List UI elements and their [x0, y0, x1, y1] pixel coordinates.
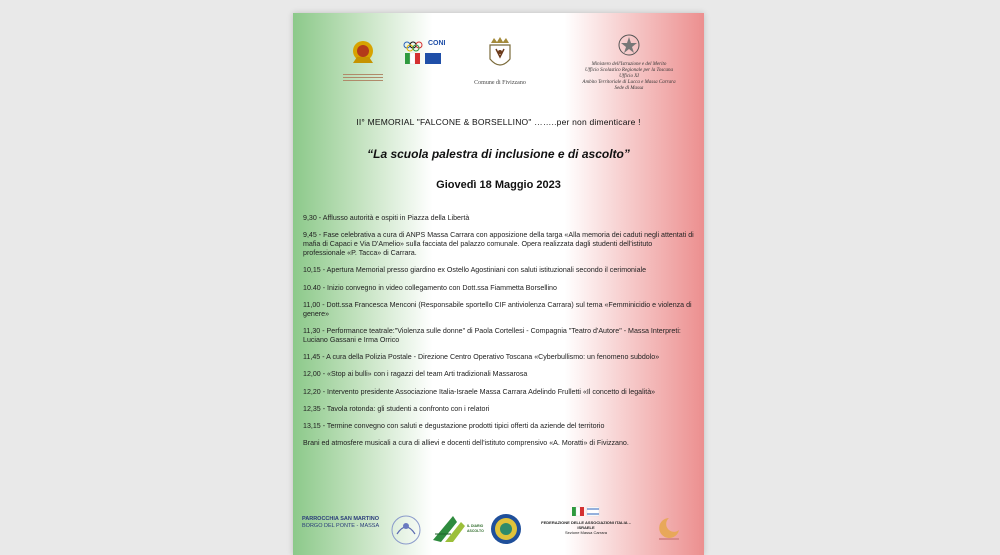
memorial-title: II° MEMORIAL "FALCONE & BORSELLINO" ……..per non dimenticare ! — [356, 117, 641, 127]
program-item: 10.40 - Inizio convegno in video collegamento con Dott.ssa Fiammetta Borsellino — [303, 283, 557, 292]
parrocchia-line-2: BORGO DEL PONTE - MASSA — [302, 523, 380, 529]
footer-logos — [293, 506, 704, 554]
program-item: 9,45 - Fase celebrativa a cura di ANPS Massa Carrara con apposizione della targa «Alla memoria dei caduti negli attentati di mafia di Capaci e Via D'Amelio» sulla facciata del palazzo comunale. Opera realizzata dagli studenti dell'istituto professionale «P. Tacca» di Carrara. — [303, 231, 694, 258]
comune-fivizzano-logo — [465, 35, 535, 87]
moon-cafe-logo-icon — [653, 514, 685, 544]
event-motto: “La scuola palestra di inclusione e di ascolto” — [367, 147, 630, 161]
program-item: 12,20 - Intervento presidente Associazione Italia-Israele Massa Carrara Adelindo Frulletti «Il concetto di legalità» — [303, 387, 656, 396]
coni-label: CONI — [428, 40, 446, 47]
flyer-page — [293, 13, 704, 555]
ministry-line-3: Ufficio XI — [619, 74, 639, 79]
federation-logo — [538, 520, 634, 535]
republic-emblem-icon — [617, 33, 641, 57]
header-logos — [293, 31, 704, 106]
parrocchia-logo — [302, 516, 379, 530]
martial-arts-logo-icon — [389, 514, 423, 546]
crest-icon — [348, 37, 378, 67]
program-item: 13,15 - Termine convegno con saluti e degustazione prodotti tipici offerti da aziende del territorio — [303, 421, 605, 430]
italy-israel-flags-icon — [572, 506, 600, 518]
program-item: 11,45 - A cura della Polizia Postale - Direzione Centro Operativo Toscana «Cyberbullismo: un fenomeno subdolo» — [303, 353, 660, 362]
event-date: Giovedì 18 Maggio 2023 — [436, 179, 561, 191]
parrocchia-line-1: PARROCCHIA SAN MARTINO — [302, 516, 379, 522]
closing-note: Brani ed atmosfere musicali a cura di allievi e docenti dell'istituto comprensivo «A. Moratti» di Fivizzano. — [303, 439, 629, 448]
ministry-line-2: Ufficio Scolastico Regionale per la Toscana — [584, 68, 673, 73]
crest-caption-text — [343, 74, 383, 83]
municipal-crest-icon — [485, 35, 515, 73]
program-item: 11,00 - Dott.ssa Francesca Menconi (Responsabile sportello CIF antiviolenza Carrara) sul tema «Femminicidio e violenza di genere» — [303, 300, 692, 318]
ministry-line-4: Ambito Territoriale di Lucca e Massa Carrara — [582, 80, 676, 85]
federation-line-2: Sezione Massa Carrara — [564, 530, 608, 535]
police-badge-logo-icon — [489, 512, 523, 546]
diario-ascolto-logo — [431, 510, 484, 546]
program-item: 10,15 - Apertura Memorial presso giardino ex Ostello Agostiniani con saluti istituzionali secondo il cerimoniale — [303, 266, 647, 275]
ministry-line-1: Ministero dell'Istruzione e del Merito — [591, 62, 667, 67]
program-item: 12,35 - Tavola rotonda: gli studenti a confronto con i relatori — [303, 404, 490, 413]
program-item: 9,30 - Afflusso autorità e ospiti in Piazza della Libertà — [303, 214, 470, 222]
program-list — [303, 214, 695, 456]
coni-logo — [401, 39, 445, 74]
program-item: 11,30 - Performance teatrale:"Violenza sulle donne" di Paola Cortellesi - Compagnia "Teatro d'Autore" - Massa Interpreti: Luciano Gassani e Irma Orrico — [303, 326, 681, 344]
diario-label: IL DIARIO ASCOLTO — [467, 524, 484, 533]
ministry-logo — [569, 33, 689, 92]
program-item: 12,00 - «Stop ai bulli» con i ragazzi del team Arti tradizionali Massarosa — [303, 370, 528, 379]
association-crest-logo — [341, 37, 385, 83]
ministry-line-5: Sede di Massa — [614, 86, 644, 91]
comune-caption: Comune di Fivizzano — [474, 80, 526, 86]
federation-line-1: FEDERAZIONE DELLE ASSOCIAZIONI ITALIA – ISRAELE — [541, 520, 631, 530]
